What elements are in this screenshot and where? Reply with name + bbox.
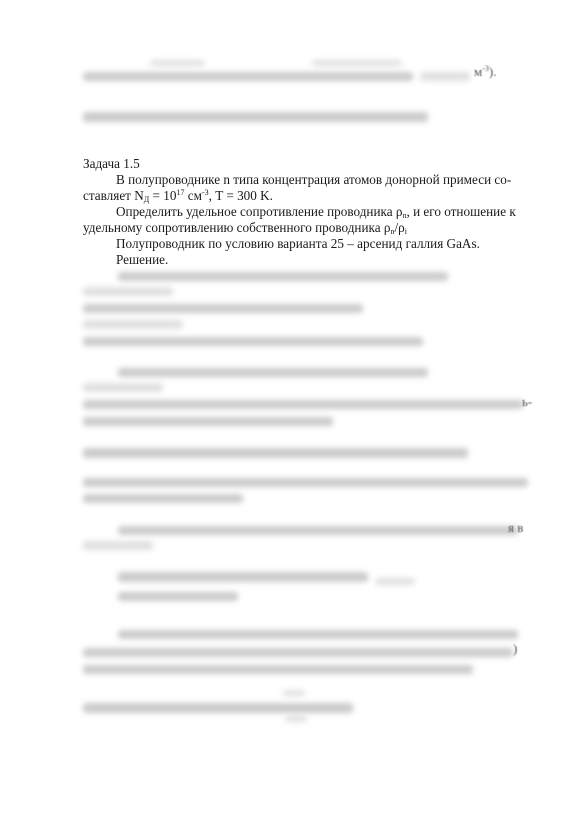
task-condition-line-2: ставляет $N_Д = 10^{17}$ $см^{-3}$, T = 300 K. [83, 188, 273, 204]
task-question-line-1: Определить удельное сопротивление проводника $\rho_n$, и его отношение к [116, 204, 516, 220]
right-fragment-1: ь- [522, 394, 533, 409]
task-heading: Задача 1.5 [83, 156, 140, 171]
task-condition-line-1: В полупроводнике n типа концентрация атомов донорной примеси со- [116, 172, 512, 187]
task-material-line: Полупроводник по условию варианта 25 – арсенид галлия GaAs. [116, 236, 480, 251]
top-close-fragment: ). [488, 64, 497, 79]
right-fragment-2: я в [508, 520, 524, 535]
top-unit-exp-fragment: -3 [482, 64, 489, 73]
task-question-line-2: удельному сопротивлению собственного проводника $\rho_n/\rho_i$ [83, 220, 407, 236]
solution-heading: Решение. [116, 252, 169, 267]
right-fragment-3: ) [513, 641, 518, 656]
top-unit-fragment: м [474, 64, 483, 79]
task-text [83, 156, 528, 268]
